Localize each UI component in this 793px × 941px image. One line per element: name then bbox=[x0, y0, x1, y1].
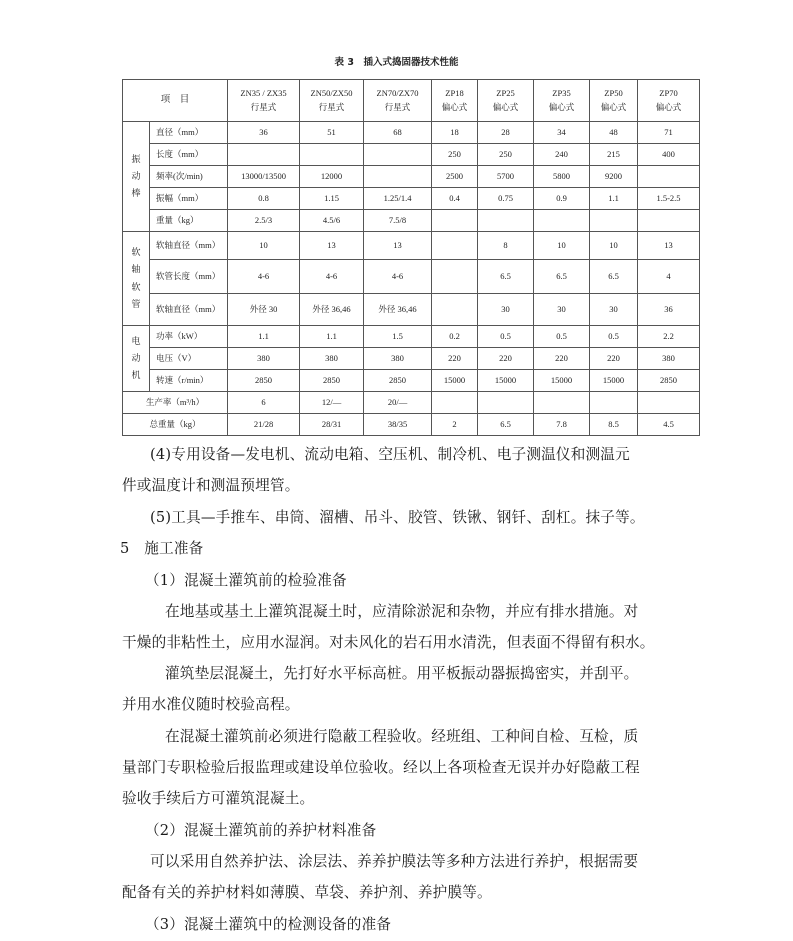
table-cell: 215 bbox=[590, 144, 638, 166]
table-cell: 10 bbox=[534, 232, 590, 260]
model-type: 偏心式 bbox=[600, 101, 627, 112]
table-cell: 4 bbox=[638, 260, 700, 294]
row-label: 直径（mm） bbox=[150, 122, 228, 144]
header-model bbox=[590, 80, 638, 122]
paragraph-special-equipment-line1: (4)专用设备—发电机、流动电箱、空压机、制冷机、电子测温仪和测温元 bbox=[150, 446, 630, 463]
group-char: 动 bbox=[131, 170, 141, 181]
table-cell: 4-6 bbox=[300, 260, 364, 294]
table-cell: 28 bbox=[478, 122, 534, 144]
table-cell: 2.5/3 bbox=[228, 210, 300, 232]
group-char: 机 bbox=[131, 370, 141, 381]
table-cell: 13 bbox=[300, 232, 364, 260]
table-cell: 6 bbox=[228, 392, 300, 414]
table-cell: 18 bbox=[432, 122, 478, 144]
model-type: 行星式 bbox=[318, 101, 345, 112]
table-cell: 12/— bbox=[300, 392, 364, 414]
table-cell: 21/28 bbox=[228, 414, 300, 436]
table-cell bbox=[638, 392, 700, 414]
table-cell: 0.9 bbox=[534, 188, 590, 210]
model-type: 行星式 bbox=[250, 101, 277, 112]
table-cell: 30 bbox=[590, 294, 638, 326]
row-label: 长度（mm） bbox=[150, 144, 228, 166]
table-row bbox=[123, 294, 700, 326]
model-name: ZP35 bbox=[552, 87, 571, 98]
table-cell bbox=[638, 166, 700, 188]
table-cell bbox=[432, 232, 478, 260]
header-item: 项 目 bbox=[123, 80, 228, 122]
table-row bbox=[123, 414, 700, 436]
model-name: ZN70/ZX70 bbox=[376, 87, 419, 98]
table-cell: 5700 bbox=[478, 166, 534, 188]
table-cell bbox=[478, 210, 534, 232]
header-model bbox=[432, 80, 478, 122]
row-label: 软管长度（mm） bbox=[150, 260, 228, 294]
row-label: 生产率（m³/h） bbox=[123, 392, 228, 414]
subheading-inspection: （1）混凝土灌筑前的检验准备 bbox=[145, 572, 347, 589]
table-cell: 1.1 bbox=[590, 188, 638, 210]
table-cell: 0.4 bbox=[432, 188, 478, 210]
table-caption: 表 3 插入式捣固器技术性能 bbox=[334, 57, 459, 68]
table-cell bbox=[590, 392, 638, 414]
header-model bbox=[638, 80, 700, 122]
table-cell: 4.5/6 bbox=[300, 210, 364, 232]
group-char: 软 bbox=[131, 247, 141, 258]
paragraph-cushion-line2: 并用水准仪随时校验高程。 bbox=[122, 696, 300, 713]
table-cell: 220 bbox=[432, 348, 478, 370]
table-cell: 20/— bbox=[364, 392, 432, 414]
model-name: ZP18 bbox=[445, 87, 464, 98]
table-cell bbox=[590, 210, 638, 232]
table-cell bbox=[432, 294, 478, 326]
table-row bbox=[123, 392, 700, 414]
table-cell: 7.8 bbox=[534, 414, 590, 436]
table-cell: 外径 36,46 bbox=[300, 294, 364, 326]
table-cell bbox=[638, 210, 700, 232]
table-cell: 380 bbox=[638, 348, 700, 370]
group-char: 动 bbox=[131, 352, 141, 363]
header-model bbox=[228, 80, 300, 122]
table-row bbox=[123, 166, 700, 188]
table-header-row bbox=[123, 80, 700, 122]
table-row bbox=[123, 144, 700, 166]
table-cell: 30 bbox=[478, 294, 534, 326]
row-label: 软轴直径（mm） bbox=[150, 294, 228, 326]
table-cell: 1.1 bbox=[228, 326, 300, 348]
group-char: 电 bbox=[131, 335, 141, 346]
group-label-motor bbox=[123, 326, 150, 392]
table-cell: 36 bbox=[638, 294, 700, 326]
table-cell: 48 bbox=[590, 122, 638, 144]
table-cell: 51 bbox=[300, 122, 364, 144]
table-cell bbox=[534, 392, 590, 414]
table-cell: 6.5 bbox=[478, 260, 534, 294]
table-cell: 2.2 bbox=[638, 326, 700, 348]
table-cell: 4.5 bbox=[638, 414, 700, 436]
paragraph-cushion-line1: 灌筑垫层混凝土，先打好水平标高桩。用平板振动器振捣密实，并刮平。 bbox=[165, 665, 639, 682]
table-row bbox=[123, 370, 700, 392]
group-char: 振 bbox=[131, 153, 141, 164]
table-cell bbox=[364, 166, 432, 188]
table-cell: 5800 bbox=[534, 166, 590, 188]
model-name: ZP50 bbox=[604, 87, 623, 98]
table-cell: 1.15 bbox=[300, 188, 364, 210]
model-name: ZN50/ZX50 bbox=[310, 87, 353, 98]
table-row bbox=[123, 210, 700, 232]
header-model bbox=[534, 80, 590, 122]
header-model bbox=[478, 80, 534, 122]
table-cell: 0.5 bbox=[590, 326, 638, 348]
model-type: 偏心式 bbox=[548, 101, 575, 112]
table-cell: 15000 bbox=[534, 370, 590, 392]
table-cell: 4-6 bbox=[228, 260, 300, 294]
table-cell: 9200 bbox=[590, 166, 638, 188]
table-cell bbox=[432, 210, 478, 232]
paragraph-curing-line2: 配备有关的养护材料如薄膜、草袋、养护剂、养护膜等。 bbox=[122, 884, 492, 901]
table-cell: 10 bbox=[590, 232, 638, 260]
table-row bbox=[123, 232, 700, 260]
model-type: 偏心式 bbox=[655, 101, 682, 112]
table-cell: 28/31 bbox=[300, 414, 364, 436]
table-cell bbox=[432, 392, 478, 414]
row-label: 电压（V） bbox=[150, 348, 228, 370]
table-cell: 1.1 bbox=[300, 326, 364, 348]
table-cell: 2850 bbox=[300, 370, 364, 392]
table-cell: 380 bbox=[228, 348, 300, 370]
table-cell: 13 bbox=[364, 232, 432, 260]
model-name: ZN35 / ZX35 bbox=[240, 87, 287, 98]
row-label: 总重量（kg） bbox=[123, 414, 228, 436]
paragraph-curing-line1: 可以采用自然养护法、涂层法、养养护膜法等多种方法进行养护，根据需要 bbox=[150, 853, 639, 870]
table-cell: 36 bbox=[228, 122, 300, 144]
table-cell: 0.75 bbox=[478, 188, 534, 210]
table-row bbox=[123, 348, 700, 370]
table-cell: 2500 bbox=[432, 166, 478, 188]
group-label-vibrator bbox=[123, 122, 150, 232]
table-cell: 15000 bbox=[478, 370, 534, 392]
model-name: ZP25 bbox=[496, 87, 515, 98]
model-type: 偏心式 bbox=[492, 101, 519, 112]
table-cell: 250 bbox=[478, 144, 534, 166]
group-char: 棒 bbox=[131, 188, 141, 199]
table-cell: 6.5 bbox=[478, 414, 534, 436]
table-cell: 380 bbox=[364, 348, 432, 370]
table-cell: 380 bbox=[300, 348, 364, 370]
group-char: 管 bbox=[131, 298, 141, 309]
paragraph-tools: (5)工具—手推车、串筒、溜槽、吊斗、胶管、铁锹、钢钎、刮杠。抹子等。 bbox=[150, 509, 645, 526]
model-type: 偏心式 bbox=[441, 101, 468, 112]
table-cell: 1.25/1.4 bbox=[364, 188, 432, 210]
table-cell: 68 bbox=[364, 122, 432, 144]
table-row bbox=[123, 326, 700, 348]
vibrator-spec-table bbox=[122, 79, 700, 436]
table-cell: 2 bbox=[432, 414, 478, 436]
row-label: 软轴直径（mm） bbox=[150, 232, 228, 260]
paragraph-acceptance-line1: 在混凝土灌筑前必须进行隐蔽工程验收。经班组、工种间自检、互检，质 bbox=[165, 728, 639, 745]
table-cell: 0.5 bbox=[534, 326, 590, 348]
row-label: 转速（r/min） bbox=[150, 370, 228, 392]
paragraph-foundation-line1: 在地基或基土上灌筑混凝土时，应清除淤泥和杂物，并应有排水措施。对 bbox=[165, 603, 639, 620]
row-label: 功率（kW） bbox=[150, 326, 228, 348]
table-cell: 2850 bbox=[638, 370, 700, 392]
table-cell: 1.5 bbox=[364, 326, 432, 348]
table-cell: 12000 bbox=[300, 166, 364, 188]
table-cell: 400 bbox=[638, 144, 700, 166]
table-cell: 2850 bbox=[364, 370, 432, 392]
table-cell: 15000 bbox=[432, 370, 478, 392]
table-cell: 外径 30 bbox=[228, 294, 300, 326]
group-char: 轴 bbox=[131, 264, 141, 275]
table-row bbox=[123, 188, 700, 210]
header-model bbox=[300, 80, 364, 122]
paragraph-foundation-line2: 干燥的非粘性土，应用水湿润。对未风化的岩石用水清洗，但表面不得留有积水。 bbox=[122, 634, 655, 651]
table-cell: 0.5 bbox=[478, 326, 534, 348]
paragraph-acceptance-line2: 量部门专职检验后报监理或建设单位验收。经以上各项检查无误并办好隐蔽工程 bbox=[122, 759, 640, 776]
table-cell: 0.2 bbox=[432, 326, 478, 348]
table-cell: 13000/13500 bbox=[228, 166, 300, 188]
group-char: 软 bbox=[131, 281, 141, 292]
subheading-testing-equipment: （3）混凝土灌筑中的检测设备的准备 bbox=[145, 916, 392, 933]
table-cell: 34 bbox=[534, 122, 590, 144]
section-heading: 5 施工准备 bbox=[120, 540, 204, 557]
table-cell: 240 bbox=[534, 144, 590, 166]
table-cell: 220 bbox=[478, 348, 534, 370]
table-cell: 外径 36,46 bbox=[364, 294, 432, 326]
table-cell: 1.5-2.5 bbox=[638, 188, 700, 210]
table-cell: 2850 bbox=[228, 370, 300, 392]
table-cell bbox=[478, 392, 534, 414]
table-cell: 8.5 bbox=[590, 414, 638, 436]
table-cell: 15000 bbox=[590, 370, 638, 392]
row-label: 频率(次/min) bbox=[150, 166, 228, 188]
table-cell: 220 bbox=[534, 348, 590, 370]
table-cell: 4-6 bbox=[364, 260, 432, 294]
table-cell: 220 bbox=[590, 348, 638, 370]
paragraph-acceptance-line3: 验收手续后方可灌筑混凝土。 bbox=[122, 790, 315, 807]
table-cell: 71 bbox=[638, 122, 700, 144]
model-name: ZP70 bbox=[659, 87, 678, 98]
group-label-shaft bbox=[123, 232, 150, 326]
row-label: 重量（kg） bbox=[150, 210, 228, 232]
table-cell: 13 bbox=[638, 232, 700, 260]
table-cell: 8 bbox=[478, 232, 534, 260]
table-cell: 10 bbox=[228, 232, 300, 260]
table-cell: 6.5 bbox=[590, 260, 638, 294]
table-row bbox=[123, 122, 700, 144]
table-cell bbox=[534, 210, 590, 232]
table-cell: 250 bbox=[432, 144, 478, 166]
table-cell: 38/35 bbox=[364, 414, 432, 436]
header-model bbox=[364, 80, 432, 122]
paragraph-special-equipment-line2: 件或温度计和测温预埋管。 bbox=[122, 477, 300, 494]
table-cell bbox=[432, 260, 478, 294]
table-cell: 7.5/8 bbox=[364, 210, 432, 232]
table-cell: 0.8 bbox=[228, 188, 300, 210]
table-cell: 6.5 bbox=[534, 260, 590, 294]
table-row bbox=[123, 260, 700, 294]
model-type: 行星式 bbox=[384, 101, 411, 112]
table-cell: 30 bbox=[534, 294, 590, 326]
row-label: 振幅（mm） bbox=[150, 188, 228, 210]
subheading-curing-materials: （2）混凝土灌筑前的养护材料准备 bbox=[145, 822, 377, 839]
table-cell bbox=[228, 144, 300, 166]
table-cell bbox=[364, 144, 432, 166]
table-cell bbox=[300, 144, 364, 166]
